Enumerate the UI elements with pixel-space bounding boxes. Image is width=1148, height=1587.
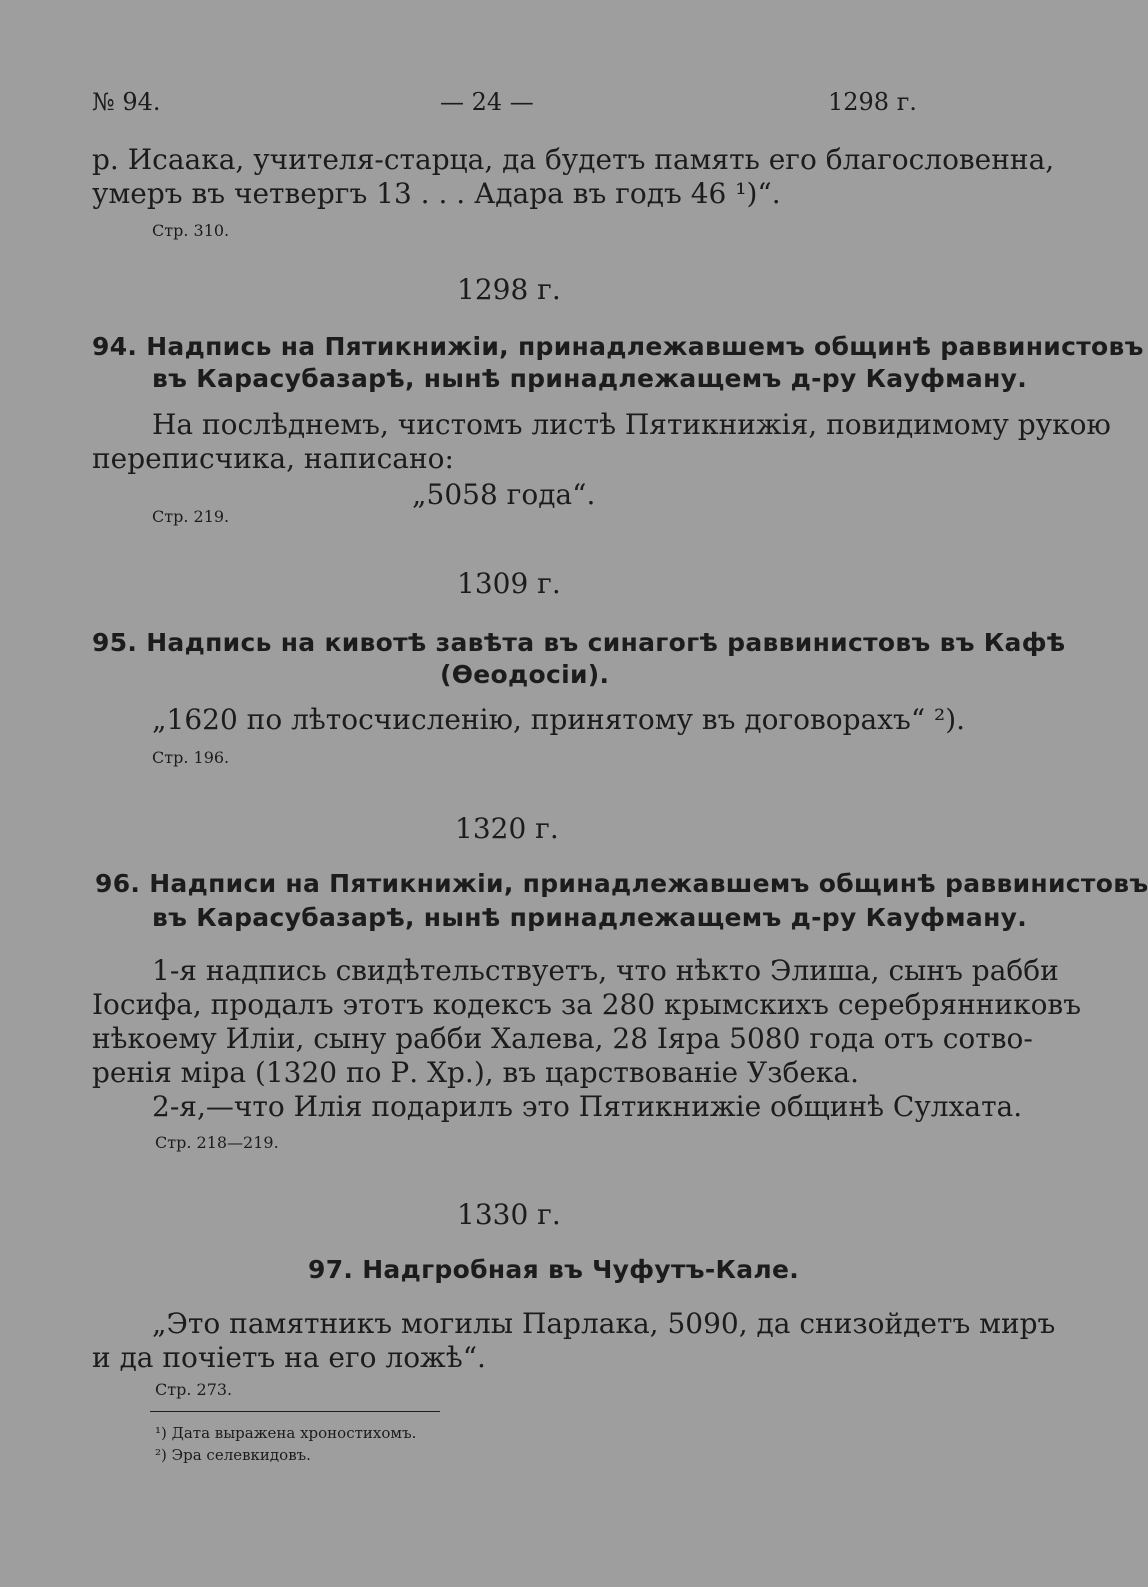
entry-94-heading-2: въ Карасубазарѣ, нынѣ принадлежащемъ д-ру Кауфману. [152,364,1028,393]
entry-94-line-1: На послѣднемъ, чистомъ листѣ Пятикнижія, повидимому рукою [152,408,1111,441]
entry-97-line-2: и да почіетъ на его ложѣ“. [92,1341,486,1374]
entry-96-line-2: Іосифа, продалъ этотъ кодексъ за 280 крымскихъ серебрянниковъ [92,988,1082,1021]
entry-96-line-4: ренія міра (1320 по Р. Хр.), въ царствованіе Узбека. [92,1056,860,1089]
entry-94-page-ref: Стр. 219. [152,507,230,526]
entry-94-quote: „5058 года“. [412,478,596,511]
entry-97-line-1: „Это памятникъ могилы Парлака, 5090, да снизойдетъ миръ [152,1307,1056,1340]
entry-96-heading-1: 96. Надписи на Пятикнижіи, принадлежавшемъ общинѣ раввинистовъ [95,869,1148,898]
section-year-1330: 1330 г. [457,1198,561,1231]
cont-line-1: р. Исаака, учителя-старца, да будетъ память его благословенна, [92,143,1055,176]
entry-94-heading-1: 94. Надпись на Пятикнижіи, принадлежавшемъ общинѣ раввинистовъ [92,332,1144,361]
footnote-1: ¹) Дата выражена хроностихомъ. [155,1424,417,1442]
entry-97-page-ref: Стр. 273. [155,1380,233,1399]
entry-96-page-ref: Стр. 218—219. [155,1133,279,1152]
section-year-1309: 1309 г. [457,567,561,600]
cont-page-ref: Стр. 310. [152,221,230,240]
entry-96-line-3: нѣкоему Иліи, сыну рабби Халева, 28 Іяра 5080 года отъ сотво- [92,1022,1033,1055]
footnote-rule [150,1411,440,1412]
header-year: 1298 г. [828,88,917,116]
entry-97-heading: 97. Надгробная въ Чуфутъ-Кале. [308,1255,800,1284]
entry-96-line-5: 2-я,—что Илія подарилъ это Пятикнижіе общинѣ Сулхата. [152,1090,1023,1123]
header-entry-number: № 94. [92,88,161,116]
page-number: — 24 — [440,88,534,116]
entry-95-heading-1: 95. Надпись на кивотѣ завѣта въ синагогѣ раввинистовъ въ Кафѣ [92,628,1066,657]
section-year-1298: 1298 г. [457,273,561,306]
entry-94-line-2: переписчика, написано: [92,442,454,475]
footnote-2: ²) Эра селевкидовъ. [155,1446,311,1464]
section-year-1320: 1320 г. [455,812,559,845]
entry-95-heading-2: (Ѳеодосіи). [440,660,610,689]
entry-96-heading-2: въ Карасубазарѣ, нынѣ принадлежащемъ д-ру Кауфману. [152,903,1028,932]
entry-95-line-1: „1620 по лѣтосчисленію, принятому въ договорахъ“ ²). [152,703,966,736]
entry-95-page-ref: Стр. 196. [152,748,230,767]
cont-line-2: умеръ въ четвергъ 13 . . . Адара въ годъ 46 ¹)“. [92,177,781,210]
entry-96-line-1: 1-я надпись свидѣтельствуетъ, что нѣкто Элиша, сынъ рабби [152,954,1059,987]
